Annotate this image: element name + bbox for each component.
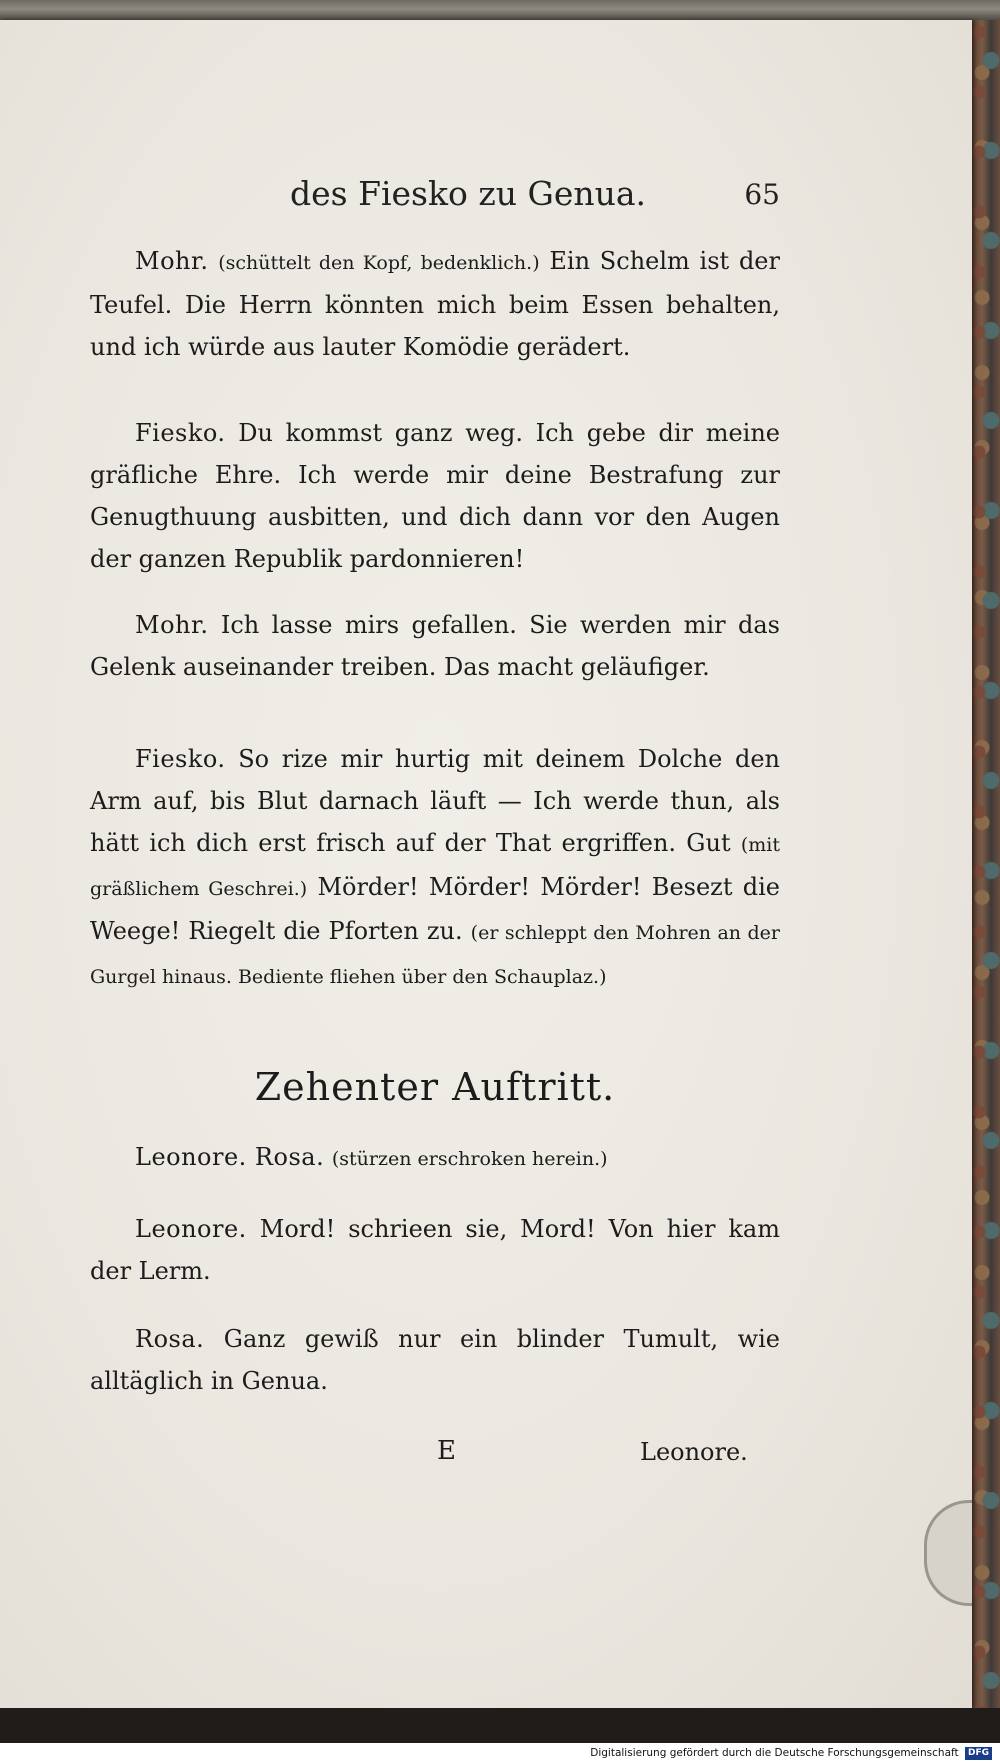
scene-heading: Zehenter Auftritt. xyxy=(254,1065,616,1109)
dialogue-text: Du kommst ganz weg. Ich gebe dir meine gräfliche Ehre. Ich werde mir deine Bestrafung zur Genugthuung ausbitten, und dich dann vor den Augen der ganzen Republik pardonnieren! xyxy=(90,419,780,573)
speaker-name: Mohr. xyxy=(135,247,209,275)
dfg-logo-icon: DFG xyxy=(965,1747,992,1760)
speaker-name: Mohr. xyxy=(135,611,209,639)
stage-direction: (schüttelt den Kopf, bedenklich.) xyxy=(218,252,540,274)
dialogue-text: Mord! schrieen sie, Mord! Von hier kam der Lerm. xyxy=(90,1215,780,1285)
dialogue-text: Mörder! Mörder! Mörder! Besezt die Weege! Riegelt die Pforten zu. xyxy=(90,873,780,945)
paragraph-mohr-2 xyxy=(90,604,780,688)
page-number: 65 xyxy=(744,178,780,211)
dialogue-text: Ich lasse mirs gefallen. Sie werden mir das Gelenk auseinander treiben. Das macht geläufiger. xyxy=(90,611,780,681)
speaker-name: Fiesko. xyxy=(135,745,226,773)
paragraph-fiesko-2 xyxy=(90,738,780,998)
book-clasp xyxy=(924,1500,972,1606)
catchword: Leonore. xyxy=(640,1438,748,1466)
paragraph-rosa xyxy=(90,1318,780,1402)
stage-direction: (mit gräßlichem Geschrei.) xyxy=(90,834,780,900)
book-cover-edge xyxy=(970,20,1000,1720)
paragraph-fiesko-1 xyxy=(90,412,780,580)
paragraph-mohr-1 xyxy=(90,240,780,368)
scene-entry xyxy=(90,1136,780,1180)
scan-bottom-edge xyxy=(0,1708,1000,1743)
dialogue-text: Ein Schelm ist der Teufel. Die Herrn könnten mich beim Essen behalten, und ich würde aus lauter Komödie gerädert. xyxy=(90,247,780,361)
dialogue-text: Ganz gewiß nur ein blinder Tumult, wie alltäglich in Genua. xyxy=(90,1325,780,1395)
running-title: des Fiesko zu Genua. xyxy=(290,174,647,213)
digitization-footer xyxy=(0,1743,1000,1763)
paragraph-leonore xyxy=(90,1208,780,1292)
page-header xyxy=(90,170,780,218)
scene-speakers: Leonore. Rosa. xyxy=(135,1143,325,1171)
speaker-name: Leonore. xyxy=(135,1215,247,1243)
signature-mark: E xyxy=(437,1436,456,1466)
footer-credit: Digitalisierung gefördert durch die Deutsche Forschungsgemeinschaft xyxy=(590,1747,959,1759)
stage-direction: (er schleppt den Mohren an der Gurgel hinaus. Bediente fliehen über den Schauplaz.) xyxy=(90,922,780,988)
dialogue-text: So rize mir hurtig mit deinem Dolche den Arm auf, bis Blut darnach läuft — Ich werde thun, als hätt ich dich erst frisch auf der That ergriffen. Gut xyxy=(90,745,780,857)
speaker-name: Fiesko. xyxy=(135,419,226,447)
stage-direction: (stürzen erschroken herein.) xyxy=(331,1148,608,1170)
speaker-name: Rosa. xyxy=(135,1325,205,1353)
